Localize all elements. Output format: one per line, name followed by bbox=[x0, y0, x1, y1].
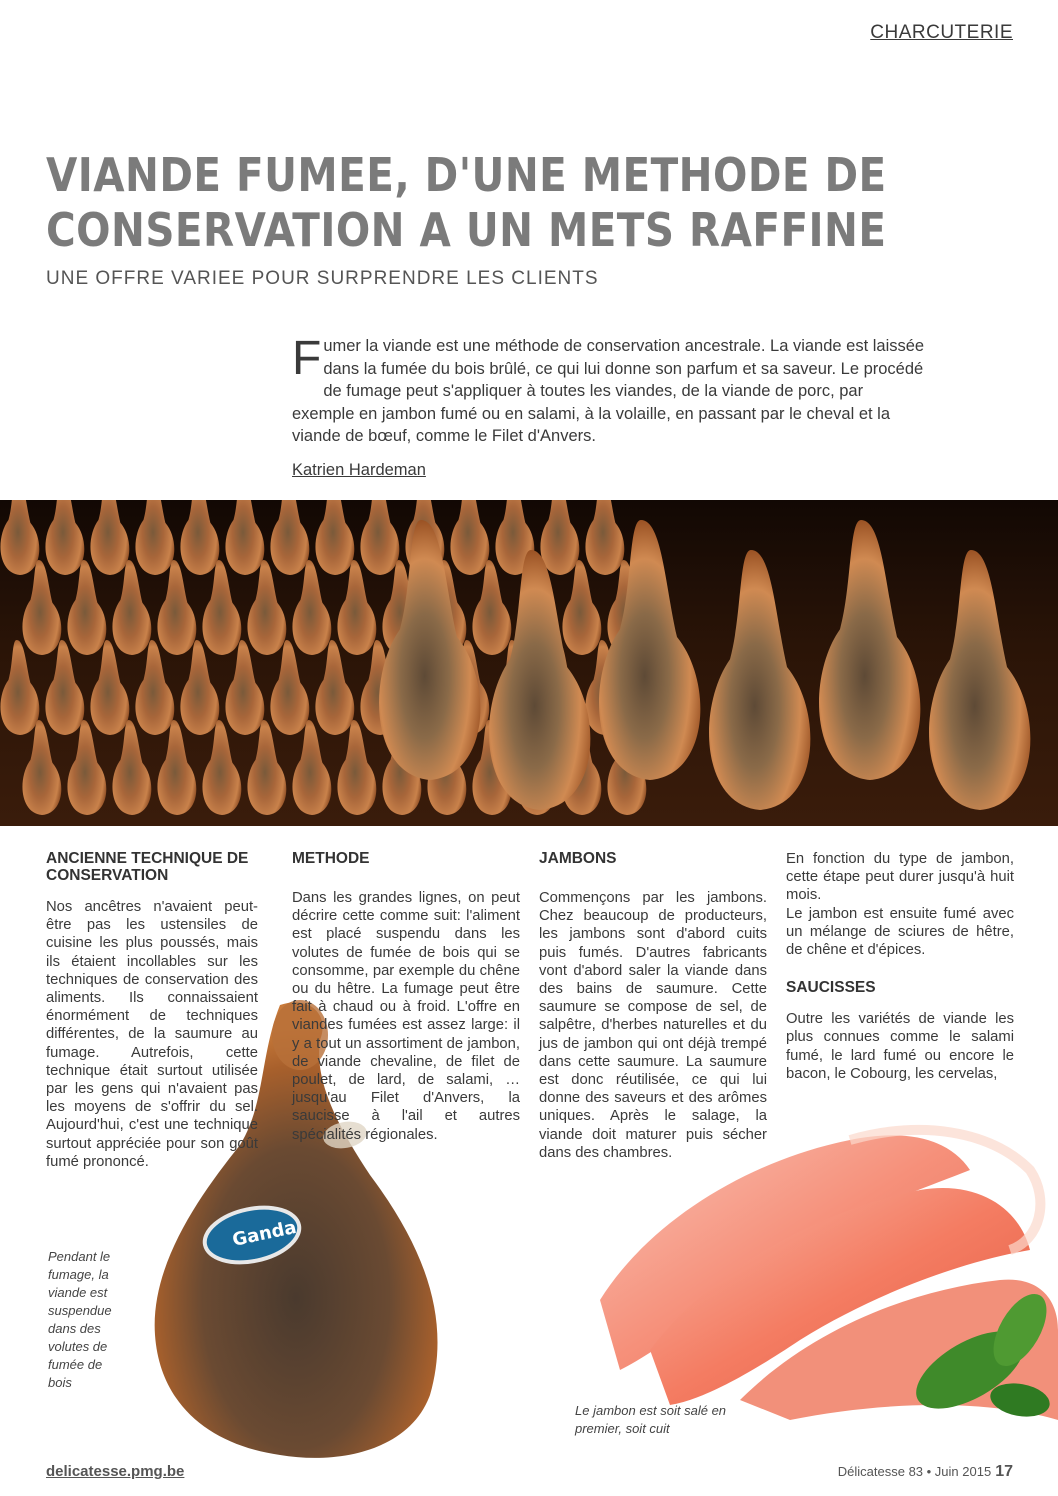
hero-photo-hanging-hams bbox=[0, 500, 1058, 826]
hanging-ham bbox=[562, 560, 601, 655]
ganda-label: Ganda bbox=[230, 1216, 299, 1251]
heading-saucisses: SAUCISSES bbox=[786, 979, 876, 997]
hanging-ham bbox=[819, 520, 920, 780]
hams-illustration bbox=[0, 500, 1058, 826]
hanging-ham bbox=[225, 500, 264, 575]
heading-methode: METHODE bbox=[292, 850, 370, 867]
section-tag: CHARCUTERIE bbox=[870, 22, 1013, 43]
hanging-ham bbox=[450, 500, 489, 575]
hanging-ham bbox=[337, 720, 376, 815]
footer-website-link[interactable]: delicatesse.pmg.be bbox=[46, 1463, 185, 1480]
column-suite-saucisses bbox=[786, 850, 1014, 1083]
hanging-ham bbox=[247, 720, 286, 815]
hanging-ham bbox=[270, 640, 309, 735]
hanging-ham bbox=[247, 560, 286, 655]
body-suite-1: En fonction du type de jambon, cette étape peut durer jusqu'à huit mois. bbox=[786, 851, 1014, 904]
hanging-ham bbox=[157, 560, 196, 655]
column-methode bbox=[292, 850, 520, 1144]
heading-ancienne-technique: ANCIENNE TECHNIQUE DE CONSERVATION bbox=[46, 850, 249, 884]
column-ancienne-technique bbox=[46, 850, 272, 1171]
hanging-ham bbox=[22, 720, 61, 815]
footer-issue bbox=[838, 1463, 1013, 1481]
column-jambons bbox=[539, 850, 767, 1162]
hanging-ham bbox=[67, 720, 106, 815]
body-methode: Dans les grandes lignes, on peut décrire cette comme suit: l'aliment est placé suspendu dans les volutes de fumée de bois qui se consomme, par exemple du chêne ou du hêtre. La fumage peut être fait à chaud ou à froid. L'offre en viandes fumées est assez large: il y a tout un assortiment de jambon, de viande chevaline, de filet de poulet, de lard, de salami, … jusqu'au Filet d'Anvers, la saucisse à l'ail et autres spécialités régionales. bbox=[292, 890, 520, 1143]
hanging-ham bbox=[360, 500, 399, 575]
author-byline: Katrien Hardeman bbox=[292, 461, 426, 479]
hanging-ham bbox=[90, 500, 129, 575]
hanging-ham bbox=[180, 500, 219, 575]
body-jambons: Commençons par les jambons. Chez beaucoup de producteurs, les jambons sont d'abord cuits puis fumés. D'autres fabricants vont d'abord saler la viande dans des bains de saumure. Cette saumure se compose de sel, de salpêtre, d'herbes naturelles et du jus de jambon qui ont déjà trempé dans cette saumure. La saumure est donc réutilisée, ce qui lui donne des saveurs et des arômes uniques. Après le salage, la viande doit maturer puis sécher dans des chambres. bbox=[539, 890, 767, 1161]
hanging-ham bbox=[270, 500, 309, 575]
hanging-ham bbox=[202, 560, 241, 655]
hanging-ham bbox=[22, 560, 61, 655]
hanging-ham bbox=[67, 560, 106, 655]
hanging-ham bbox=[157, 720, 196, 815]
drop-cap: F bbox=[292, 332, 322, 385]
intro-text: umer la viande est une méthode de conservation ancestrale. La viande est laissée dans la fumée du bois brûlé, ce qui lui donne son parfum et sa saveur. Le procédé de fumage peut s'appliquer à toutes les viandes, de la viande de porc, par exemple en jambon fumé ou en salami, à la volaille, en passant par le cheval et la viande de bœuf, comme le Filet d'Anvers. bbox=[292, 337, 925, 445]
page-number: 17 bbox=[995, 1463, 1013, 1480]
hanging-ham bbox=[0, 640, 39, 735]
hanging-ham bbox=[0, 500, 39, 575]
hanging-ham bbox=[709, 550, 810, 810]
hanging-ham bbox=[472, 560, 511, 655]
hanging-ham bbox=[315, 500, 354, 575]
hanging-ham bbox=[112, 560, 151, 655]
body-suite-2: Le jambon est ensuite fumé avec un mélange de sciures de hêtre, de chêne et d'épices. bbox=[786, 905, 1014, 959]
hanging-ham bbox=[135, 640, 174, 735]
hanging-ham bbox=[315, 640, 354, 735]
hanging-ham bbox=[90, 640, 129, 735]
article-title: VIANDE FUMEE, D'UNE METHODE DE CONSERVATION A UN METS RAFFINE bbox=[46, 148, 887, 257]
body-saucisses: Outre les variétés de viande les plus connues comme le salami fumé, le lard fumé ou encore le bacon, le Cobourg, les cervelas, bbox=[786, 1011, 1014, 1082]
heading-jambons: JAMBONS bbox=[539, 850, 617, 867]
hanging-ham bbox=[585, 500, 624, 575]
hanging-ham bbox=[292, 720, 331, 815]
hanging-ham bbox=[112, 720, 151, 815]
hanging-ham bbox=[929, 550, 1030, 810]
hanging-ham bbox=[292, 560, 331, 655]
caption-slices: Le jambon est soit salé en premier, soit cuit bbox=[575, 1403, 727, 1436]
hanging-ham bbox=[45, 500, 84, 575]
hanging-ham bbox=[180, 640, 219, 735]
hanging-ham bbox=[540, 500, 579, 575]
hanging-ham bbox=[202, 720, 241, 815]
footer-issue-text: Délicatesse 83 • Juin 2015 bbox=[837, 1464, 992, 1479]
intro-paragraph bbox=[292, 332, 927, 448]
article-subtitle: UNE OFFRE VARIEE POUR SURPRENDRE LES CLIENTS bbox=[46, 268, 599, 289]
caption-ham: Pendant le fumage, la viande est suspendue dans des volutes de fumée de bois bbox=[48, 1249, 112, 1390]
body-ancienne-technique: Nos ancêtres n'avaient peut-être pas les ustensiles de cuisine les plus poussés, mais ils étaient incollables sur les techniques de conservation des aliments. Ils connaissaient énormément de techniques différentes, de la saumure au fumage. Autrefois, cette technique était surtout utilisée par les gens qui n'avaient pas les moyens de s'offrir du sel. Aujourd'hui, c'est une technique surtout appréciée pour son goût fumé prononcé. bbox=[46, 899, 258, 1170]
hanging-ham bbox=[135, 500, 174, 575]
hanging-ham bbox=[337, 560, 376, 655]
hanging-ham bbox=[225, 640, 264, 735]
hanging-ham bbox=[45, 640, 84, 735]
